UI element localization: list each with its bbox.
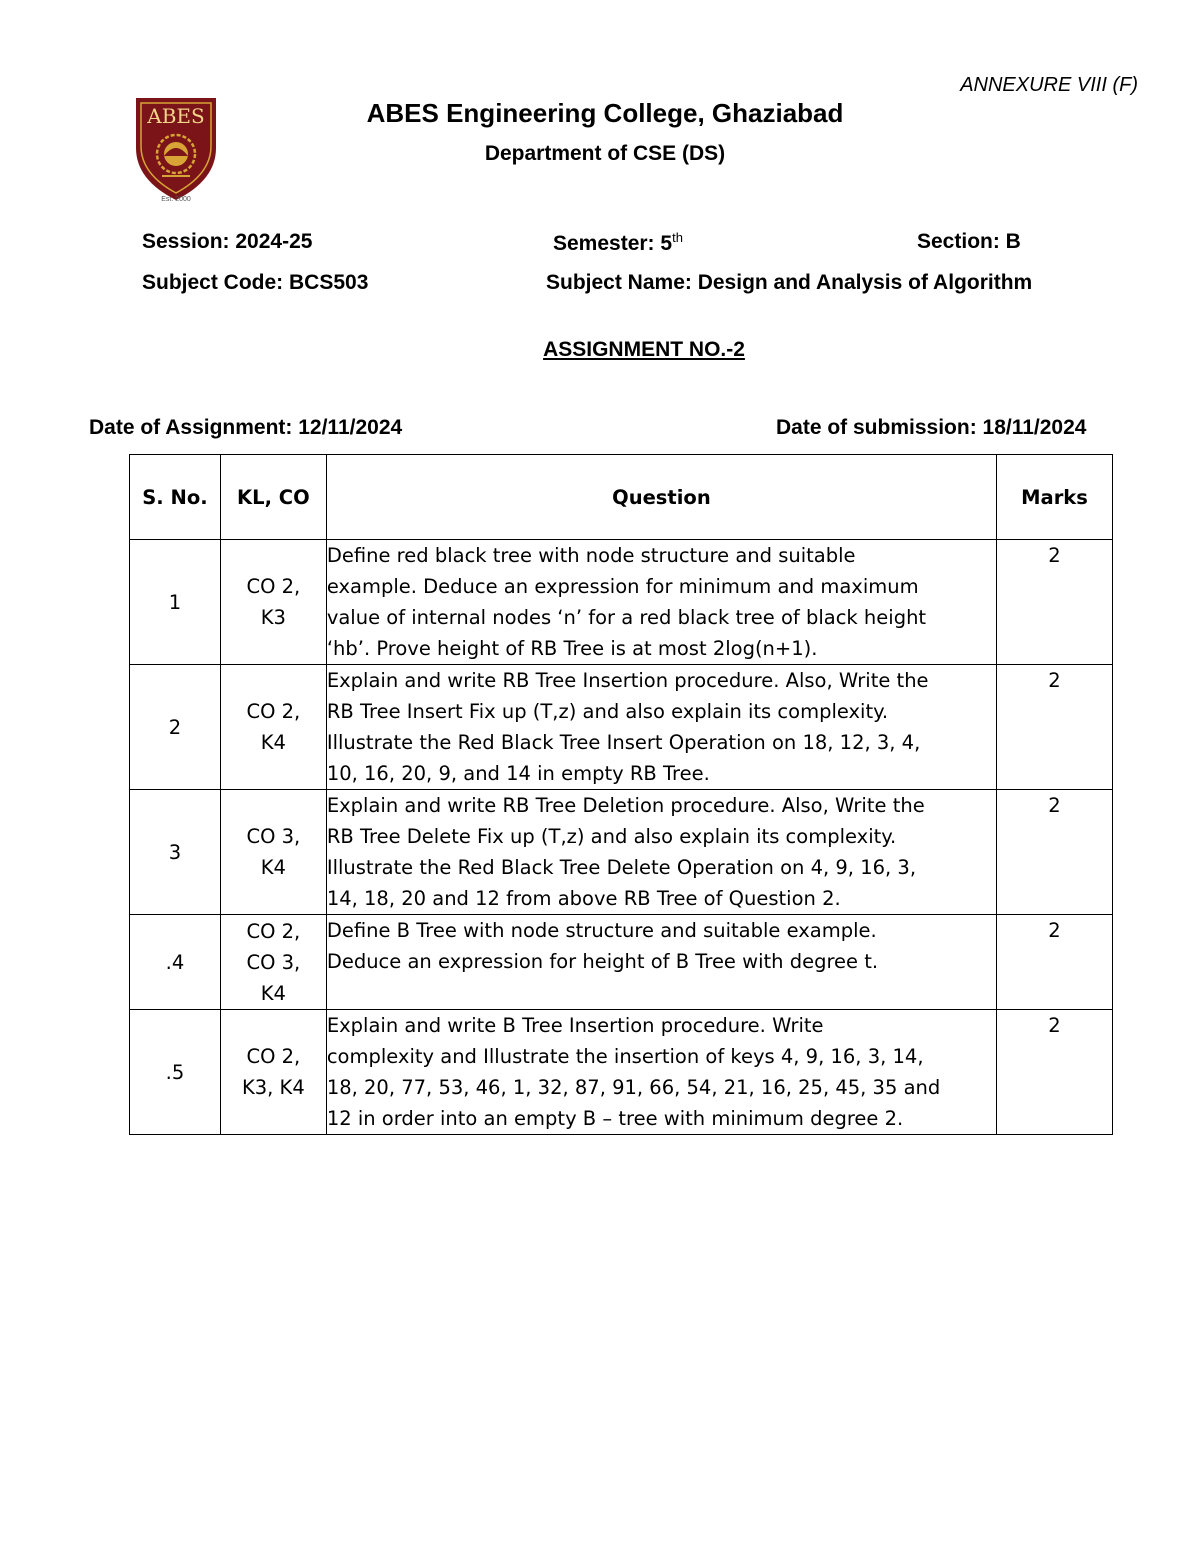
klco-line: CO 2,: [246, 700, 301, 723]
question-line: 14, 18, 20 and 12 from above RB Tree of Question 2.: [326, 887, 841, 910]
logo-text: ABES: [147, 104, 205, 128]
question-line: 12 in order into an empty B – tree with minimum degree 2.: [326, 1107, 904, 1130]
klco-line: K3: [260, 606, 286, 629]
question-line: Define red black tree with node structure and suitable: [326, 544, 856, 567]
row-klco: [220, 540, 326, 665]
header-sno: S. No.: [130, 455, 221, 540]
klco-line: CO 2,: [246, 575, 301, 598]
row-marks: 2: [997, 915, 1113, 1010]
semester-sup: th: [672, 230, 683, 245]
table-header-row: [130, 455, 1113, 540]
row-klco: [220, 665, 326, 790]
college-name: ABES Engineering College, Ghaziabad: [366, 98, 844, 128]
logo-est: Est. 2000: [161, 196, 191, 203]
row-klco: [220, 790, 326, 915]
header-marks: Marks: [997, 455, 1113, 540]
row-question: [326, 790, 996, 915]
klco-line: CO 3,: [246, 825, 301, 848]
section: Section: B: [917, 230, 1021, 253]
klco-line: K4: [260, 856, 286, 879]
question-line: Illustrate the Red Black Tree Insert Operation on 18, 12, 3, 4,: [326, 731, 921, 754]
klco-line: CO 3,: [246, 950, 301, 974]
row-klco: [220, 1010, 326, 1135]
row-klco: [220, 915, 326, 1010]
question-line: Deduce an expression for height of B Tree with degree t.: [326, 950, 879, 973]
session: Session: 2024-25: [142, 230, 313, 253]
question-line: complexity and Illustrate the insertion of keys 4, 9, 16, 3, 14,: [326, 1045, 924, 1068]
question-line: value of internal nodes ‘n’ for a red black tree of black height: [326, 606, 927, 629]
semester: [553, 230, 683, 256]
annexure-label: ANNEXURE VIII (F): [960, 74, 1138, 96]
question-line: Explain and write RB Tree Deletion procedure. Also, Write the: [326, 794, 925, 817]
row-sno: 1: [130, 540, 221, 665]
question-line: 10, 16, 20, 9, and 14 in empty RB Tree.: [326, 762, 710, 785]
question-line: ‘hb’. Prove height of RB Tree is at most 2log(n+1).: [326, 637, 818, 660]
subject-code: Subject Code: BCS503: [142, 271, 369, 294]
header-klco: KL, CO: [220, 455, 326, 540]
header-question: Question: [326, 455, 996, 540]
question-line: example. Deduce an expression for minimum and maximum: [326, 575, 919, 598]
question-line: RB Tree Delete Fix up (T,z) and also explain its complexity.: [326, 825, 897, 848]
question-line: 18, 20, 77, 53, 46, 1, 32, 87, 91, 66, 54, 21, 16, 25, 45, 35 and: [326, 1076, 941, 1099]
row-marks: 2: [997, 665, 1113, 790]
row-sno: .4: [130, 915, 221, 1010]
question-line: Define B Tree with node structure and suitable example.: [326, 919, 877, 942]
row-question: [326, 1010, 996, 1135]
table-row: [130, 915, 1113, 1010]
question-table: [129, 454, 1113, 1135]
table-row: [130, 1010, 1113, 1135]
question-line: Illustrate the Red Black Tree Delete Operation on 4, 9, 16, 3,: [326, 856, 917, 879]
date-of-assignment: Date of Assignment: 12/11/2024: [89, 416, 403, 439]
question-line: RB Tree Insert Fix up (T,z) and also explain its complexity.: [326, 700, 889, 723]
assignment-title: ASSIGNMENT NO.-2: [543, 338, 745, 361]
row-sno: .5: [130, 1010, 221, 1135]
subject-name: Subject Name: Design and Analysis of Algorithm: [546, 271, 1033, 294]
klco-line: K3, K4: [241, 1076, 305, 1099]
klco-line: CO 2,: [246, 1045, 301, 1068]
table-row: [130, 665, 1113, 790]
question-line: Explain and write RB Tree Insertion procedure. Also, Write the: [326, 669, 929, 692]
date-of-submission: Date of submission: 18/11/2024: [776, 416, 1087, 439]
table-row: [130, 790, 1113, 915]
semester-text: Semester: 5: [553, 232, 673, 255]
row-marks: 2: [997, 1010, 1113, 1135]
department-name: Department of CSE (DS): [484, 142, 726, 165]
row-question: [326, 915, 996, 1010]
klco-line: K4: [260, 731, 286, 754]
row-marks: 2: [997, 540, 1113, 665]
row-sno: 2: [130, 665, 221, 790]
question-line: Explain and write B Tree Insertion procedure. Write: [326, 1014, 824, 1037]
row-question: [326, 665, 996, 790]
klco-line: CO 2,: [246, 919, 301, 943]
row-sno: 3: [130, 790, 221, 915]
row-question: [326, 540, 996, 665]
table-row: [130, 540, 1113, 665]
row-marks: 2: [997, 790, 1113, 915]
klco-line: K4: [260, 981, 286, 1005]
